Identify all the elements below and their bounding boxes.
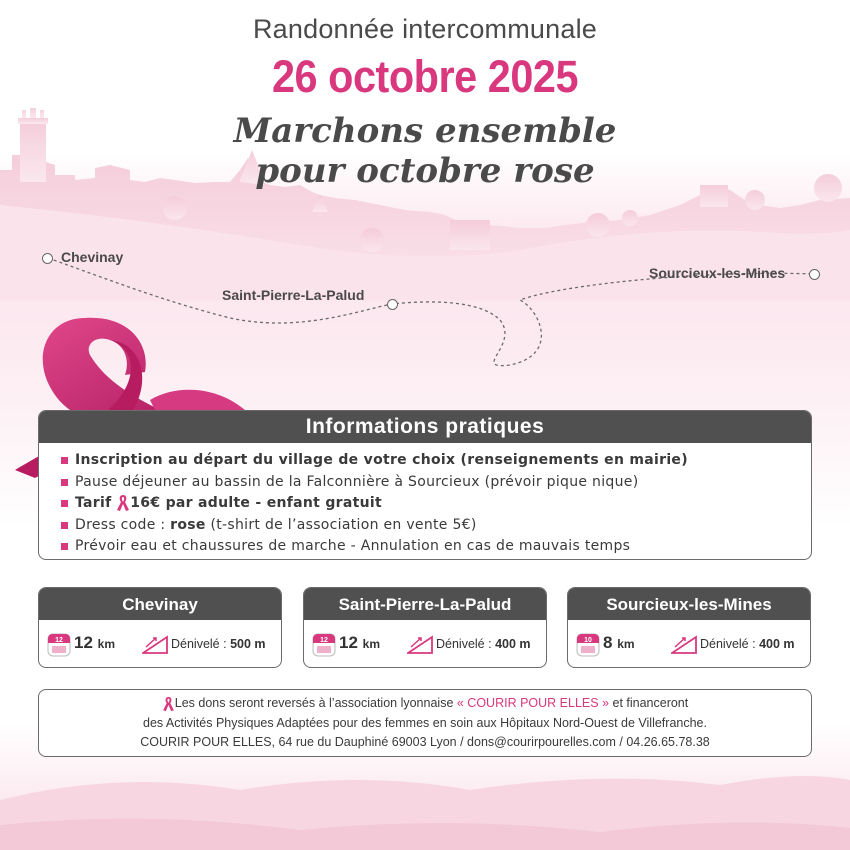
info-equipment: Prévoir eau et chaussures de marche - Annulation en cas de mauvais temps <box>75 538 631 554</box>
route-name: Saint-Pierre-La-Palud <box>304 588 546 620</box>
pink-ribbon-icon <box>117 494 129 512</box>
calendar-icon <box>576 631 600 657</box>
town-marker-sourcieux <box>809 269 820 280</box>
association-name: « COURIR POUR ELLES » <box>456 696 610 710</box>
header <box>0 14 850 191</box>
distance-unit: km <box>97 637 115 651</box>
distance-unit: km <box>617 637 635 651</box>
info-panel <box>38 410 812 560</box>
elevation-label: Dénivelé : <box>436 637 496 651</box>
slogan-line-2: pour octobre rose <box>255 151 595 191</box>
event-date: 26 octobre 2025 <box>271 51 579 102</box>
distance-value: 8 <box>603 633 613 652</box>
elevation-value: 400 m <box>495 637 531 651</box>
slogan-line-1: Marchons ensemble <box>233 111 617 151</box>
route-elevation <box>436 637 531 651</box>
town-marker-chevinay <box>42 253 53 264</box>
list-item <box>75 515 811 537</box>
info-dresscode-label: Dress code : <box>75 516 171 533</box>
info-list <box>39 443 811 558</box>
calendar-icon <box>47 631 71 657</box>
elevation-value: 400 m <box>759 637 795 651</box>
calendar-day: 10 <box>584 637 592 644</box>
note-line-2: des Activités Physiques Adaptées pour des femmes en soin aux Hôpitaux Nord-Ouest de Villefranche. <box>143 715 707 730</box>
donation-note <box>38 689 812 757</box>
route-name: Chevinay <box>39 588 281 620</box>
calendar-day: 12 <box>55 637 63 644</box>
elevation-label: Dénivelé : <box>171 637 231 651</box>
slope-icon <box>671 633 697 655</box>
route-name: Sourcieux-les-Mines <box>568 588 810 620</box>
calendar-day: 12 <box>320 637 328 644</box>
route-distance <box>339 633 380 653</box>
distance-unit: km <box>362 637 380 651</box>
distance-value: 12 <box>339 633 358 652</box>
note-text: et financeront <box>609 696 689 710</box>
slope-icon <box>407 633 433 655</box>
town-label-chevinay: Chevinay <box>61 249 124 265</box>
info-dresscode-color: rose <box>170 516 206 533</box>
list-item <box>75 493 811 515</box>
distance-value: 12 <box>74 633 93 652</box>
info-panel-title: Informations pratiques <box>39 411 811 443</box>
route-distance <box>74 633 115 653</box>
note-line-1 <box>39 694 811 714</box>
note-contact: COURIR POUR ELLES, 64 rue du Dauphiné 69003 Lyon / dons@courirpourelles.com / 04.26.65.78.38 <box>140 735 710 749</box>
town-label-saint-pierre: Saint-Pierre-La-Palud <box>222 287 365 303</box>
info-registration: Inscription au départ du village de votre choix (renseignements en mairie) <box>75 452 688 468</box>
list-item <box>75 536 811 558</box>
slope-icon <box>142 633 168 655</box>
route-distance <box>603 633 635 653</box>
town-marker-saint-pierre <box>387 299 398 310</box>
list-item <box>75 450 811 472</box>
route-card-saint-pierre <box>303 587 547 668</box>
info-price-label: Tarif <box>75 495 112 511</box>
list-item <box>75 472 811 494</box>
route-elevation <box>700 637 795 651</box>
note-text: Les dons seront reversés à l’association lyonnaise <box>174 696 457 710</box>
elevation-value: 500 m <box>230 637 266 651</box>
town-label-sourcieux: Sourcieux-les-Mines <box>649 265 786 281</box>
route-elevation <box>171 637 266 651</box>
route-card-sourcieux <box>567 587 811 668</box>
route-card-chevinay <box>38 587 282 668</box>
event-subtitle: Randonnée intercommunale <box>252 14 597 44</box>
info-dresscode-detail: (t-shirt de l’association en vente 5€) <box>205 516 477 533</box>
calendar-icon <box>312 631 336 657</box>
elevation-label: Dénivelé : <box>700 637 760 651</box>
info-lunch: Pause déjeuner au bassin de la Falconnière à Sourcieux (prévoir pique nique) <box>75 473 639 490</box>
info-price: 16€ par adulte - enfant gratuit <box>130 495 382 511</box>
pink-ribbon-icon <box>163 696 174 712</box>
